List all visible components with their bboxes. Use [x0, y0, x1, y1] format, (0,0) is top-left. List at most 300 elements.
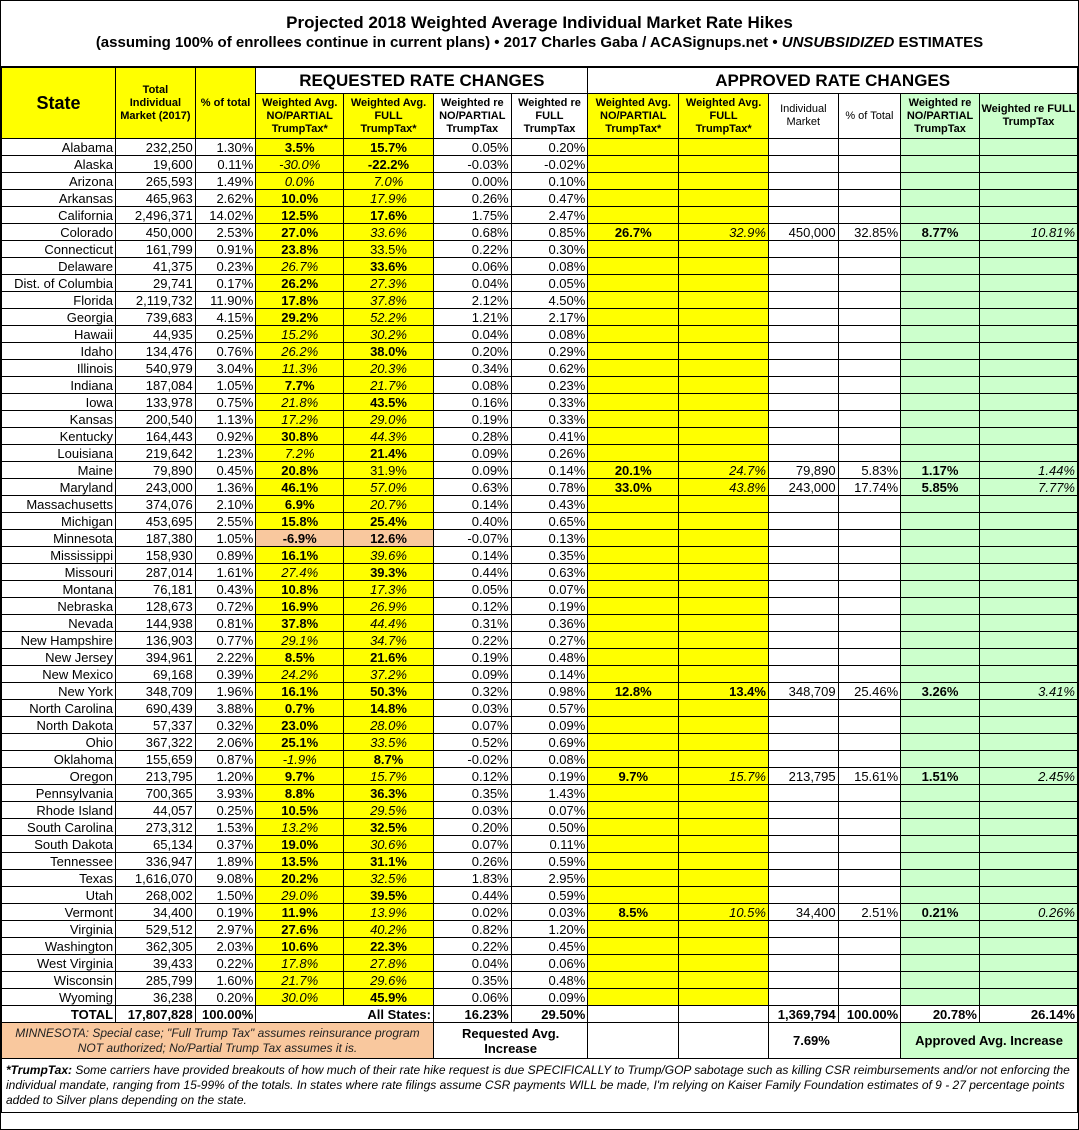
app-pct-total — [838, 870, 901, 887]
header-req-no: Weighted Avg. NO/PARTIAL TrumpTax* — [256, 94, 344, 139]
app-pct-total — [838, 666, 901, 683]
wre-full: 0.14% — [511, 462, 588, 479]
wre-full: 0.19% — [511, 598, 588, 615]
summary-spacer-2 — [679, 1023, 769, 1059]
state-name: Ohio — [2, 734, 116, 751]
app-pct-total: 17.74% — [838, 479, 901, 496]
awre-no-partial — [901, 989, 980, 1006]
app-no-partial — [588, 887, 679, 904]
header-pct-total: % of Total — [838, 94, 901, 139]
app-full — [679, 649, 769, 666]
table-row-north-dakota — [2, 717, 1078, 734]
req-full: 21.7% — [344, 377, 434, 394]
awre-full — [979, 921, 1077, 938]
pct-of-total: 1.96% — [195, 683, 256, 700]
header-pct: % of total — [195, 68, 256, 139]
state-name: New York — [2, 683, 116, 700]
header-app-no: Weighted Avg. NO/PARTIAL TrumpTax* — [588, 94, 679, 139]
app-individual — [768, 870, 838, 887]
app-individual — [768, 547, 838, 564]
awre-full — [979, 581, 1077, 598]
app-no-partial — [588, 649, 679, 666]
app-individual: 348,709 — [768, 683, 838, 700]
wre-full: 0.13% — [511, 530, 588, 547]
awre-no-partial — [901, 564, 980, 581]
wre-no-partial: 1.21% — [433, 309, 511, 326]
app-no-partial — [588, 819, 679, 836]
sub-title — [1, 33, 1078, 53]
wre-no-partial: 0.12% — [433, 598, 511, 615]
total-pct: 100.00% — [195, 1006, 256, 1023]
wre-full: 0.59% — [511, 853, 588, 870]
total-individual: 285,799 — [116, 972, 196, 989]
table-row-kansas — [2, 411, 1078, 428]
pct-of-total: 0.87% — [195, 751, 256, 768]
total-individual: 336,947 — [116, 853, 196, 870]
wre-no-partial: 0.14% — [433, 547, 511, 564]
app-individual — [768, 802, 838, 819]
req-no-partial: 19.0% — [256, 836, 344, 853]
pct-of-total: 0.76% — [195, 343, 256, 360]
req-no-partial: 12.5% — [256, 207, 344, 224]
state-name: Idaho — [2, 343, 116, 360]
state-name: Rhode Island — [2, 802, 116, 819]
awre-full: 10.81% — [979, 224, 1077, 241]
awre-full — [979, 836, 1077, 853]
pct-of-total: 2.06% — [195, 734, 256, 751]
awre-full — [979, 955, 1077, 972]
wre-no-partial: 0.32% — [433, 683, 511, 700]
total-individual: 134,476 — [116, 343, 196, 360]
total-individual: 268,002 — [116, 887, 196, 904]
total-individual: 155,659 — [116, 751, 196, 768]
table-row-wisconsin — [2, 972, 1078, 989]
wre-no-partial: 0.20% — [433, 819, 511, 836]
total-individual: 453,695 — [116, 513, 196, 530]
req-no-partial: 13.5% — [256, 853, 344, 870]
wre-full: 0.35% — [511, 547, 588, 564]
req-no-partial: 11.9% — [256, 904, 344, 921]
req-full: 33.5% — [344, 734, 434, 751]
app-no-partial — [588, 734, 679, 751]
req-no-partial: -30.0% — [256, 156, 344, 173]
summary-spacer-1 — [588, 1023, 679, 1059]
wre-no-partial: 0.08% — [433, 377, 511, 394]
total-wre-full: 29.50% — [511, 1006, 588, 1023]
wre-no-partial: 0.22% — [433, 632, 511, 649]
app-full — [679, 411, 769, 428]
app-pct-total — [838, 411, 901, 428]
req-no-partial: 30.0% — [256, 989, 344, 1006]
awre-full — [979, 870, 1077, 887]
app-pct-total — [838, 921, 901, 938]
req-full: 26.9% — [344, 598, 434, 615]
footnote-label: *TrumpTax: — [6, 1063, 73, 1077]
app-pct-total — [838, 190, 901, 207]
req-no-partial: 46.1% — [256, 479, 344, 496]
awre-full — [979, 309, 1077, 326]
total-individual: 41,375 — [116, 258, 196, 275]
req-full: 32.5% — [344, 870, 434, 887]
wre-no-partial: 0.44% — [433, 564, 511, 581]
main-title: Projected 2018 Weighted Average Individual Market Rate Hikes — [286, 13, 793, 32]
req-full: 33.6% — [344, 224, 434, 241]
awre-no-partial — [901, 921, 980, 938]
req-full: 37.2% — [344, 666, 434, 683]
total-individual: 187,084 — [116, 377, 196, 394]
app-individual — [768, 734, 838, 751]
state-name: Wyoming — [2, 989, 116, 1006]
app-individual — [768, 173, 838, 190]
app-individual — [768, 292, 838, 309]
wre-no-partial: 0.68% — [433, 224, 511, 241]
req-no-partial: 24.2% — [256, 666, 344, 683]
header-app-full: Weighted Avg. FULL TrumpTax* — [679, 94, 769, 139]
app-pct-total — [838, 207, 901, 224]
awre-full — [979, 326, 1077, 343]
app-individual — [768, 819, 838, 836]
app-full — [679, 819, 769, 836]
wre-no-partial: 0.09% — [433, 462, 511, 479]
req-full: 31.1% — [344, 853, 434, 870]
state-name: North Carolina — [2, 700, 116, 717]
app-individual — [768, 394, 838, 411]
pct-of-total: 0.11% — [195, 156, 256, 173]
state-name: Maryland — [2, 479, 116, 496]
app-individual — [768, 343, 838, 360]
awre-no-partial: 5.85% — [901, 479, 980, 496]
wre-full: 0.27% — [511, 632, 588, 649]
table-row-arkansas — [2, 190, 1078, 207]
app-individual — [768, 887, 838, 904]
req-full: 8.7% — [344, 751, 434, 768]
app-no-partial — [588, 717, 679, 734]
pct-of-total: 0.75% — [195, 394, 256, 411]
req-full: 17.3% — [344, 581, 434, 598]
req-no-partial: 8.5% — [256, 649, 344, 666]
wre-full: 0.08% — [511, 751, 588, 768]
total-individual: 529,512 — [116, 921, 196, 938]
req-no-partial: 26.2% — [256, 275, 344, 292]
app-full — [679, 870, 769, 887]
app-full — [679, 394, 769, 411]
total-individual: 136,903 — [116, 632, 196, 649]
awre-no-partial — [901, 819, 980, 836]
awre-no-partial — [901, 326, 980, 343]
wre-full: 2.95% — [511, 870, 588, 887]
wre-no-partial: 0.19% — [433, 411, 511, 428]
awre-no-partial — [901, 258, 980, 275]
table-row-arizona — [2, 173, 1078, 190]
req-no-partial: 13.2% — [256, 819, 344, 836]
wre-full: 0.33% — [511, 394, 588, 411]
req-full: 7.0% — [344, 173, 434, 190]
req-no-partial: 0.0% — [256, 173, 344, 190]
awre-full — [979, 887, 1077, 904]
pct-of-total: 0.22% — [195, 955, 256, 972]
table-row-kentucky — [2, 428, 1078, 445]
app-pct-total — [838, 700, 901, 717]
app-individual — [768, 360, 838, 377]
table-row-louisiana — [2, 445, 1078, 462]
app-individual — [768, 921, 838, 938]
state-name: Minnesota — [2, 530, 116, 547]
wre-no-partial: 0.04% — [433, 955, 511, 972]
app-no-partial — [588, 207, 679, 224]
req-full: 32.5% — [344, 819, 434, 836]
app-individual — [768, 513, 838, 530]
req-full: 39.6% — [344, 547, 434, 564]
subtitle-suffix: ESTIMATES — [894, 34, 984, 51]
wre-full: 0.98% — [511, 683, 588, 700]
req-no-partial: 20.2% — [256, 870, 344, 887]
app-pct-total — [838, 802, 901, 819]
app-pct-total — [838, 139, 901, 156]
app-individual — [768, 598, 838, 615]
app-full: 13.4% — [679, 683, 769, 700]
app-individual — [768, 326, 838, 343]
req-full: 34.7% — [344, 632, 434, 649]
req-no-partial: 37.8% — [256, 615, 344, 632]
app-individual: 213,795 — [768, 768, 838, 785]
app-pct-total — [838, 496, 901, 513]
wre-full: 0.08% — [511, 326, 588, 343]
awre-full — [979, 564, 1077, 581]
wre-no-partial: -0.07% — [433, 530, 511, 547]
req-no-partial: 8.8% — [256, 785, 344, 802]
wre-no-partial: 0.35% — [433, 972, 511, 989]
state-name: Michigan — [2, 513, 116, 530]
table-row-georgia — [2, 309, 1078, 326]
table-row-south-carolina — [2, 819, 1078, 836]
awre-no-partial — [901, 445, 980, 462]
awre-no-partial — [901, 207, 980, 224]
total-individual: 36,238 — [116, 989, 196, 1006]
req-full: 57.0% — [344, 479, 434, 496]
awre-full — [979, 972, 1077, 989]
awre-full — [979, 496, 1077, 513]
app-no-partial — [588, 751, 679, 768]
awre-no-partial — [901, 615, 980, 632]
app-individual — [768, 241, 838, 258]
awre-full — [979, 615, 1077, 632]
req-full: 28.0% — [344, 717, 434, 734]
app-individual: 34,400 — [768, 904, 838, 921]
app-full: 32.9% — [679, 224, 769, 241]
app-pct-total: 5.83% — [838, 462, 901, 479]
state-name: Georgia — [2, 309, 116, 326]
req-full: 31.9% — [344, 462, 434, 479]
app-individual — [768, 258, 838, 275]
total-individual: 76,181 — [116, 581, 196, 598]
pct-of-total: 4.15% — [195, 309, 256, 326]
pct-of-total: 1.05% — [195, 377, 256, 394]
awre-no-partial — [901, 241, 980, 258]
app-pct-total — [838, 428, 901, 445]
req-full: 29.5% — [344, 802, 434, 819]
table-row-oregon — [2, 768, 1078, 785]
req-full: 39.3% — [344, 564, 434, 581]
wre-full: 0.29% — [511, 343, 588, 360]
req-full: 15.7% — [344, 768, 434, 785]
awre-full — [979, 275, 1077, 292]
total-individual: 29,741 — [116, 275, 196, 292]
req-no-partial: 16.9% — [256, 598, 344, 615]
app-full — [679, 173, 769, 190]
app-full — [679, 751, 769, 768]
app-no-partial — [588, 547, 679, 564]
total-individual: 465,963 — [116, 190, 196, 207]
awre-full — [979, 445, 1077, 462]
req-no-partial: 23.8% — [256, 241, 344, 258]
req-no-partial: 26.2% — [256, 343, 344, 360]
total-individual: 348,709 — [116, 683, 196, 700]
awre-full — [979, 938, 1077, 955]
app-individual — [768, 139, 838, 156]
pct-of-total: 2.22% — [195, 649, 256, 666]
state-name: Massachusetts — [2, 496, 116, 513]
app-full — [679, 156, 769, 173]
awre-full — [979, 156, 1077, 173]
awre-no-partial — [901, 360, 980, 377]
app-no-partial — [588, 632, 679, 649]
req-full: 17.6% — [344, 207, 434, 224]
state-name: Montana — [2, 581, 116, 598]
req-full: 37.8% — [344, 292, 434, 309]
state-name: Hawaii — [2, 326, 116, 343]
pct-of-total: 9.08% — [195, 870, 256, 887]
app-no-partial — [588, 428, 679, 445]
awre-no-partial — [901, 190, 980, 207]
pct-of-total: 1.53% — [195, 819, 256, 836]
req-full: 17.9% — [344, 190, 434, 207]
state-name: South Carolina — [2, 819, 116, 836]
req-no-partial: 7.2% — [256, 445, 344, 462]
wre-no-partial: 1.75% — [433, 207, 511, 224]
app-full — [679, 938, 769, 955]
req-full: 45.9% — [344, 989, 434, 1006]
awre-no-partial — [901, 785, 980, 802]
app-full — [679, 428, 769, 445]
pct-of-total: 3.88% — [195, 700, 256, 717]
wre-full: 0.47% — [511, 190, 588, 207]
awre-full — [979, 700, 1077, 717]
state-name: Missouri — [2, 564, 116, 581]
total-individual: 39,433 — [116, 955, 196, 972]
req-full: 33.5% — [344, 241, 434, 258]
pct-of-total: 1.20% — [195, 768, 256, 785]
app-no-partial: 8.5% — [588, 904, 679, 921]
app-no-partial — [588, 360, 679, 377]
app-no-partial — [588, 989, 679, 1006]
app-pct-total — [838, 853, 901, 870]
pct-of-total: 1.61% — [195, 564, 256, 581]
wre-no-partial: 0.26% — [433, 190, 511, 207]
app-no-partial — [588, 411, 679, 428]
app-individual — [768, 700, 838, 717]
awre-no-partial — [901, 156, 980, 173]
app-pct-total — [838, 326, 901, 343]
app-individual — [768, 156, 838, 173]
app-individual — [768, 853, 838, 870]
total-individual: 394,961 — [116, 649, 196, 666]
wre-no-partial: 0.26% — [433, 853, 511, 870]
req-no-partial: 30.8% — [256, 428, 344, 445]
table-row-oklahoma — [2, 751, 1078, 768]
state-name: Maine — [2, 462, 116, 479]
app-pct-total — [838, 343, 901, 360]
total-app-individual: 1,369,794 — [768, 1006, 838, 1023]
wre-full: 0.11% — [511, 836, 588, 853]
req-full: 15.7% — [344, 139, 434, 156]
table-row-florida — [2, 292, 1078, 309]
table-row-colorado — [2, 224, 1078, 241]
wre-full: 0.59% — [511, 887, 588, 904]
awre-no-partial — [901, 547, 980, 564]
wre-no-partial: 0.22% — [433, 938, 511, 955]
header-total: Total Individual Market (2017) — [116, 68, 196, 139]
awre-full — [979, 717, 1077, 734]
state-name: Illinois — [2, 360, 116, 377]
wre-full: 0.33% — [511, 411, 588, 428]
app-no-partial — [588, 292, 679, 309]
app-full: 15.7% — [679, 768, 769, 785]
req-no-partial: 21.8% — [256, 394, 344, 411]
pct-of-total: 2.97% — [195, 921, 256, 938]
state-name: Texas — [2, 870, 116, 887]
total-individual: 362,305 — [116, 938, 196, 955]
req-full: 38.0% — [344, 343, 434, 360]
state-name: Nebraska — [2, 598, 116, 615]
header-awre-full: Weighted re FULL TrumpTax — [979, 94, 1077, 139]
req-no-partial: 21.7% — [256, 972, 344, 989]
req-no-partial: 16.1% — [256, 547, 344, 564]
awre-full: 2.45% — [979, 768, 1077, 785]
header-approved: APPROVED RATE CHANGES — [588, 68, 1078, 94]
awre-full — [979, 530, 1077, 547]
app-full — [679, 666, 769, 683]
awre-full — [979, 785, 1077, 802]
total-app-pct: 100.00% — [838, 1006, 901, 1023]
app-full — [679, 547, 769, 564]
awre-full — [979, 819, 1077, 836]
app-individual — [768, 836, 838, 853]
pct-of-total: 0.37% — [195, 836, 256, 853]
app-full — [679, 564, 769, 581]
wre-full: 0.03% — [511, 904, 588, 921]
wre-full: 0.09% — [511, 717, 588, 734]
app-individual: 243,000 — [768, 479, 838, 496]
table-row-pennsylvania — [2, 785, 1078, 802]
app-no-partial — [588, 173, 679, 190]
req-full: 44.3% — [344, 428, 434, 445]
pct-of-total: 3.93% — [195, 785, 256, 802]
awre-full — [979, 207, 1077, 224]
state-name: Arizona — [2, 173, 116, 190]
app-pct-total — [838, 445, 901, 462]
awre-no-partial — [901, 292, 980, 309]
awre-full — [979, 734, 1077, 751]
req-no-partial: 27.6% — [256, 921, 344, 938]
pct-of-total: 0.45% — [195, 462, 256, 479]
app-individual — [768, 428, 838, 445]
table-row-connecticut — [2, 241, 1078, 258]
table-row-alaska — [2, 156, 1078, 173]
req-no-partial: 29.0% — [256, 887, 344, 904]
wre-full: 0.30% — [511, 241, 588, 258]
state-name: Dist. of Columbia — [2, 275, 116, 292]
wre-no-partial: 0.14% — [433, 496, 511, 513]
